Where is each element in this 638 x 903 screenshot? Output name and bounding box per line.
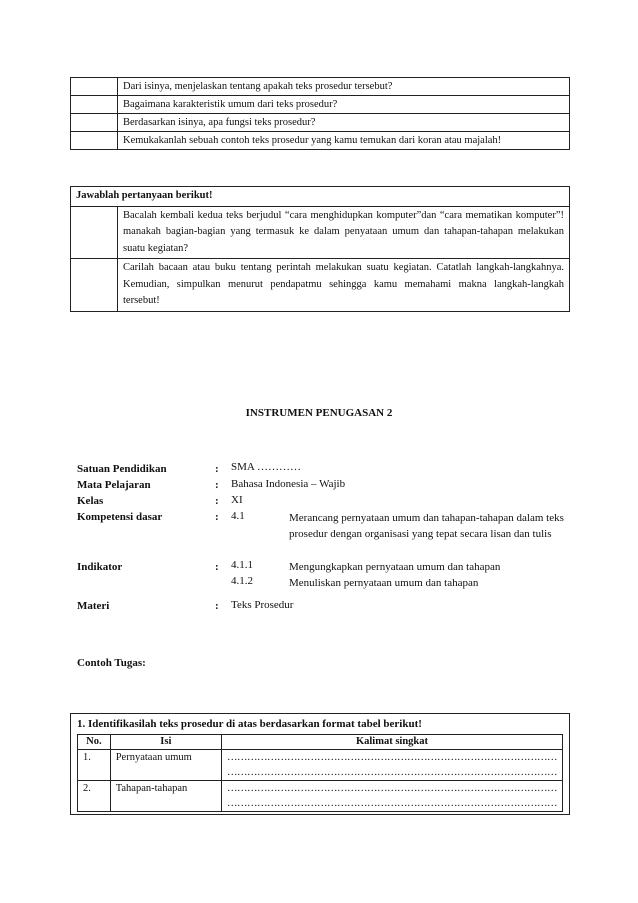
table-row [71,96,570,114]
number-cell [71,259,118,312]
kelas-value: XI [231,494,243,506]
colon: : [215,511,219,523]
kd-code: 4.1 [231,510,245,522]
question-cell: Berdasarkan isinya, apa fungsi teks prosedur? [118,114,570,132]
answer-cell [222,781,563,812]
question-table-1 [70,77,570,150]
mapel-value: Bahasa Indonesia – Wajib [231,478,346,490]
task-question: 1. Identifikasilah teks prosedur di atas berdasarkan format tabel berikut! [77,718,422,730]
section-title: INSTRUMEN PENUGASAN 2 [245,407,393,419]
question-table-2 [70,186,570,312]
indikator-label: Indikator [77,561,123,573]
colon: : [215,600,219,612]
number-cell [71,206,118,259]
table-header: Jawablah pertanyaan berikut! [71,187,570,207]
task-box [70,713,570,815]
mapel-label: Mata Pelajaran [77,479,151,491]
answer-line: ……………………………………………………………………………………… [227,783,557,794]
header-kalimat: Kalimat singkat [222,735,563,750]
row-number: 1. [78,750,111,781]
number-cell [71,78,118,96]
table-row [71,132,570,150]
materi-label: Materi [77,600,110,612]
indikator-1-code: 4.1.1 [231,559,253,571]
task-table [77,734,563,812]
indikator-2-text: Menuliskan pernyataan umum dan tahapan [289,577,479,589]
answer-line: ……………………………………………………………………………………… [227,752,557,763]
table-row [71,78,570,96]
number-cell [71,114,118,132]
table-row [71,259,570,312]
colon: : [215,479,219,491]
indikator-2-code: 4.1.2 [231,575,253,587]
contoh-tugas-label: Contoh Tugas: [77,657,146,669]
table-row [71,206,570,259]
question-cell: Dari isinya, menjelaskan tentang apakah teks prosedur tersebut? [118,78,570,96]
materi-value: Teks Prosedur [231,599,294,611]
question-cell: Bacalah kembali kedua teks berjudul “cara menghidupkan komputer”dan “cara mematikan komputer”! manakah bagian-bagian yang termasuk ke dalam penyataan umum dan tahapan-tahapan melakukan suatu kegiatan? [118,206,570,259]
satuan-label: Satuan Pendidikan [77,463,167,475]
answer-cell [222,750,563,781]
task-table-header [78,735,563,750]
kd-label: Kompetensi dasar [77,511,163,523]
number-cell [71,96,118,114]
answer-line: ……………………………………………………………………………………… [227,798,557,809]
row-isi: Pernyataan umum [110,750,221,781]
row-number: 2. [78,781,111,812]
kelas-label: Kelas [77,495,104,507]
answer-line: ……………………………………………………………………………………… [227,767,557,778]
table-row [78,750,563,781]
question-cell: Kemukakanlah sebuah contoh teks prosedur yang kamu temukan dari koran atau majalah! [118,132,570,150]
colon: : [215,463,219,475]
indikator-1-text: Mengungkapkan pernyataan umum dan tahapan [289,561,501,573]
header-no: No. [78,735,111,750]
satuan-value: SMA ………… [231,461,301,473]
header-isi: Isi [110,735,221,750]
number-cell [71,132,118,150]
table-row [71,114,570,132]
colon: : [215,561,219,573]
question-cell: Carilah bacaan atau buku tentang perintah melakukan suatu kegiatan. Catatlah langkah-langkahnya. Kemudian, simpulkan menurut pendapatmu sehingga kamu memahami makna langkah-langkah tersebut! [118,259,570,312]
table-row [78,781,563,812]
colon: : [215,495,219,507]
row-isi: Tahapan-tahapan [110,781,221,812]
kd-text: Merancang pernyataan umum dan tahapan-tahapan dalam teks prosedur dengan organisasi yang tepat secara lisan dan tulis [289,512,564,540]
table-header-row [71,187,570,207]
question-cell: Bagaimana karakteristik umum dari teks prosedur? [118,96,570,114]
